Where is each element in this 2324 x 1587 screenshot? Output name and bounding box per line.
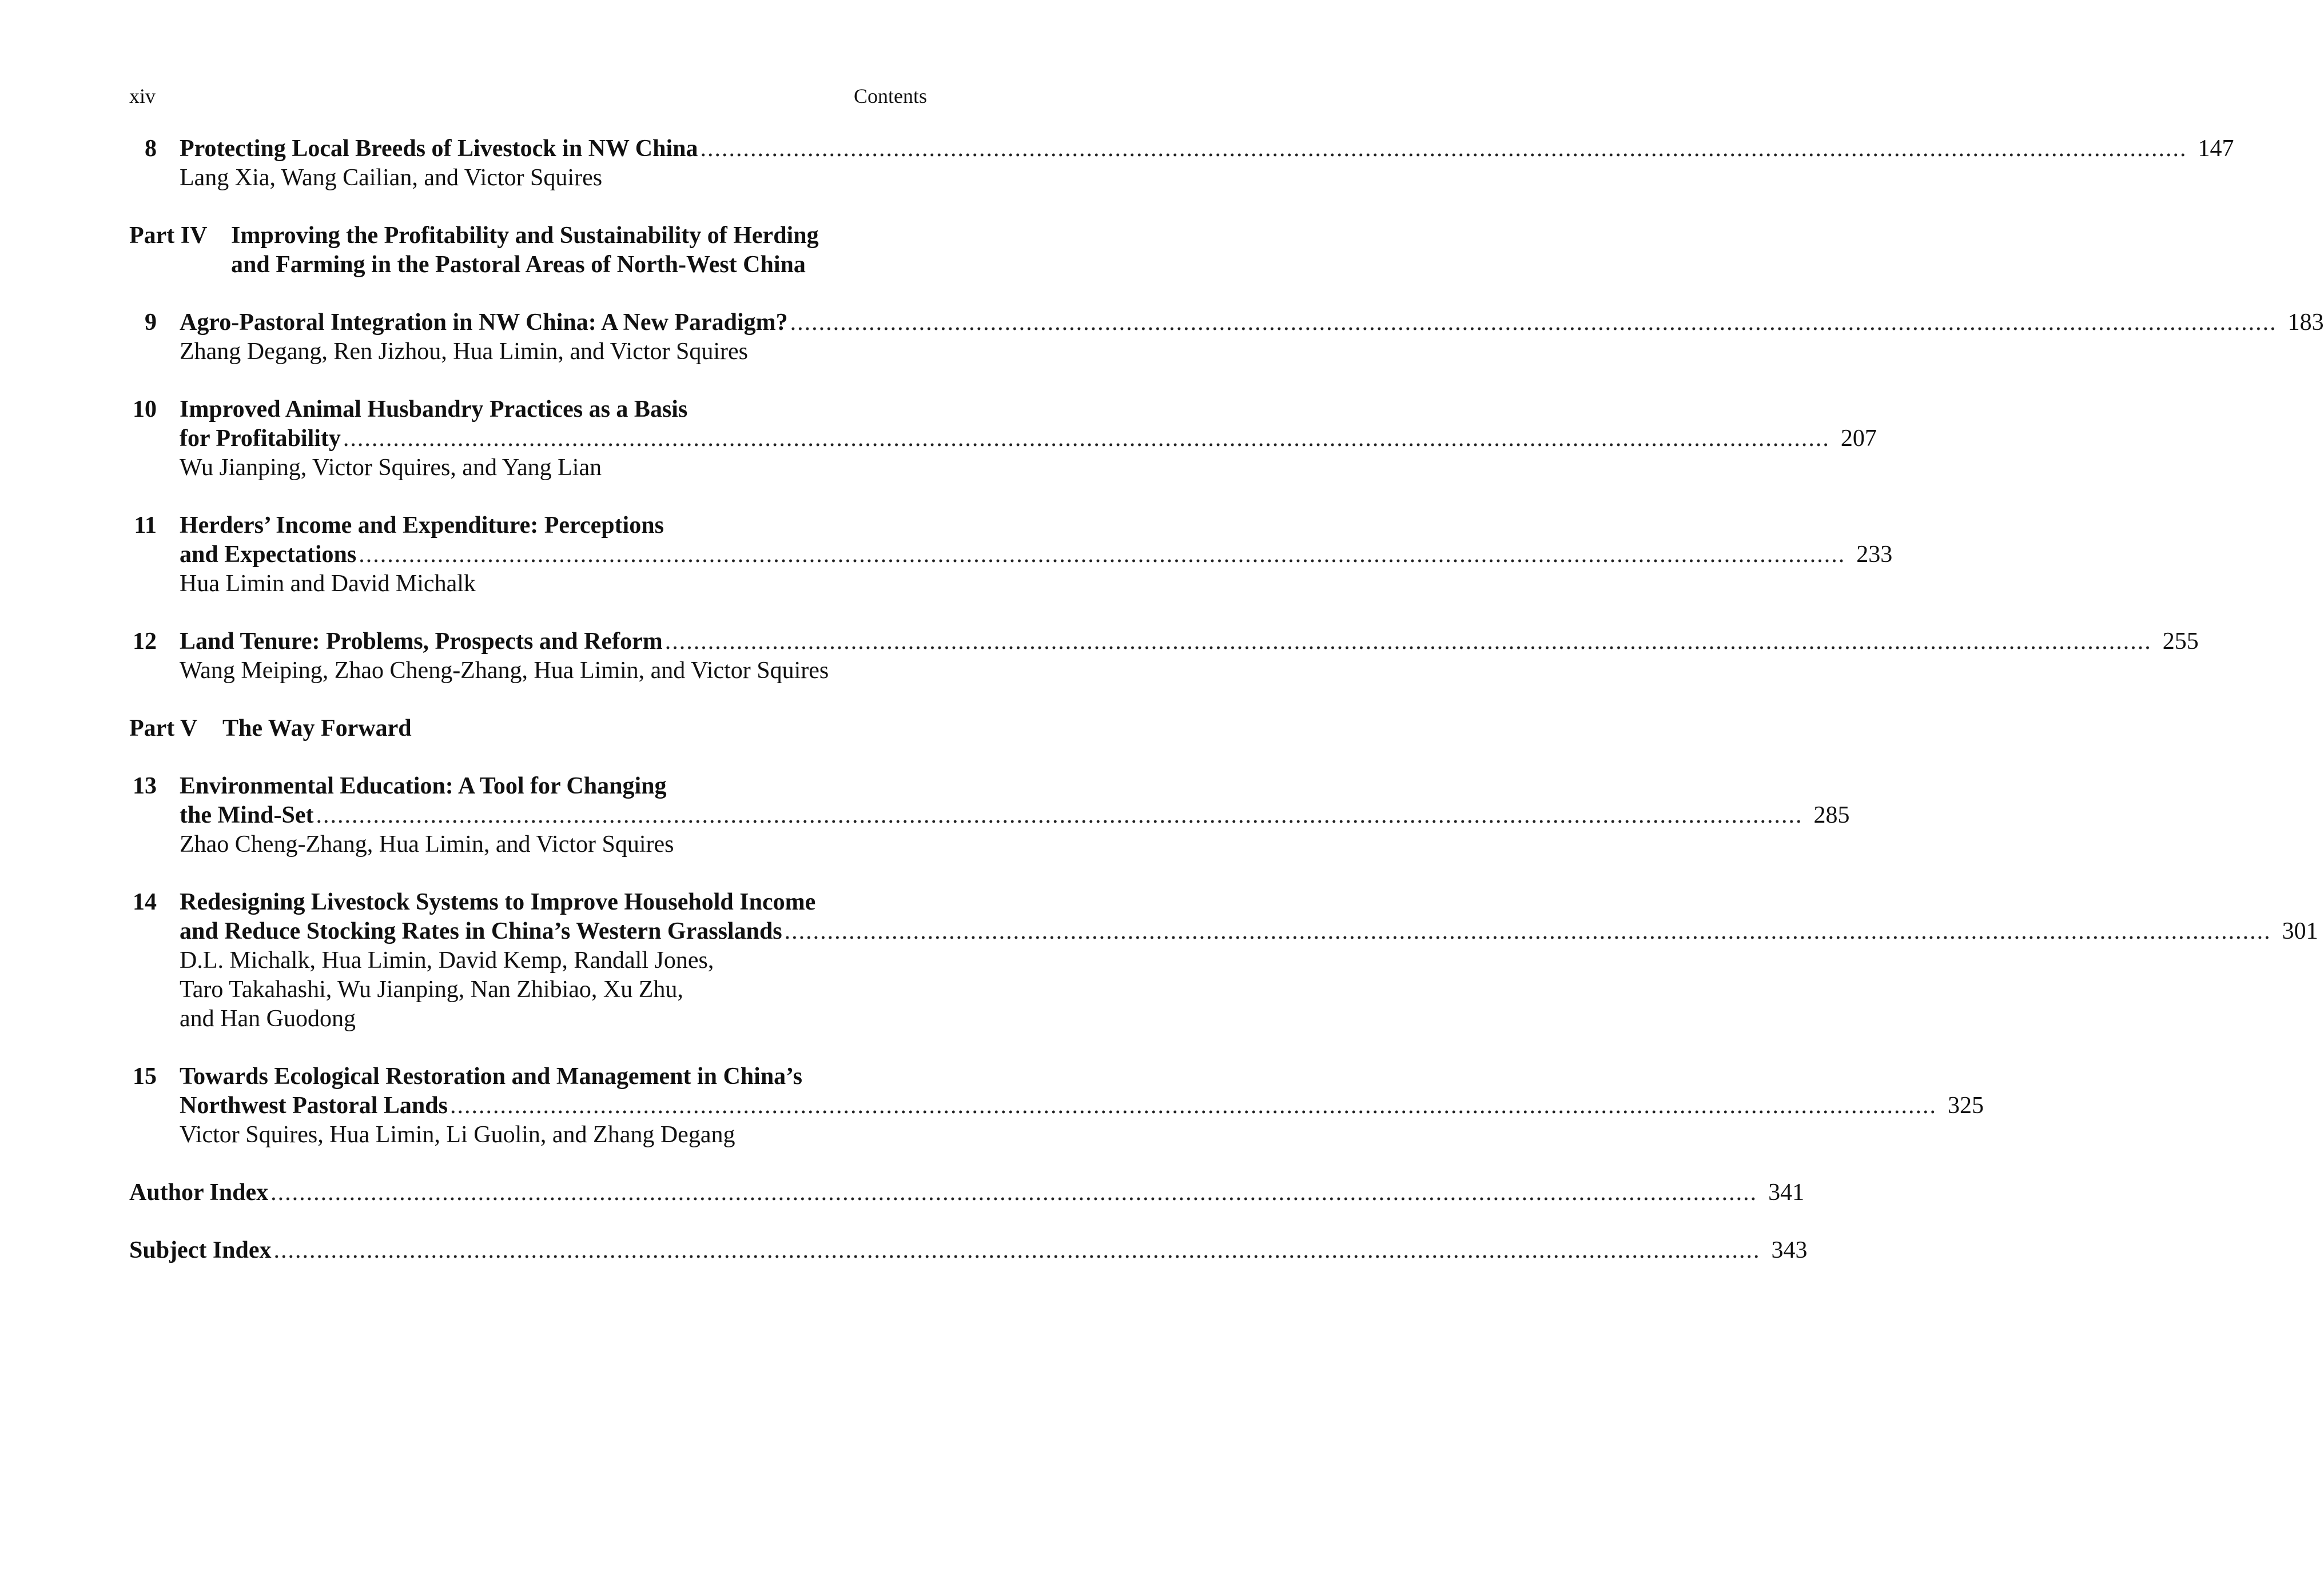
chapter-page: 255 [2162, 628, 2199, 655]
part-label: Part IV [129, 222, 208, 249]
chapter-authors-line1: D.L. Michalk, Hua Limin, David Kemp, Randall Jones, [180, 947, 714, 974]
chapter-number: 13 [133, 773, 157, 799]
chapter-title-line2: the Mind-Set [180, 802, 314, 828]
chapter-number: 10 [133, 396, 157, 422]
dot-leader: ................................................................................................................................................................................................................ [700, 135, 2187, 162]
chapter-title-line1: Herders’ Income and Expenditure: Perceptions [180, 512, 664, 539]
chapter-title-line1: Improved Animal Husbandry Practices as a Basis [180, 396, 688, 422]
dot-leader: ................................................................................................................................................................................................................ [784, 918, 2271, 944]
dot-leader: ................................................................................................................................................................................................................ [664, 628, 2152, 655]
chapter-title-line2: and Expectations [180, 541, 357, 568]
dot-leader: ................................................................................................................................................................................................................ [359, 541, 1846, 568]
toc-entry-ch13[interactable] [129, 772, 1850, 859]
chapter-authors: Wang Meiping, Zhao Cheng-Zhang, Hua Limin, and Victor Squires [180, 657, 829, 684]
part-title-line2: and Farming in the Pastoral Areas of North-West China [231, 252, 806, 278]
chapter-number: 8 [145, 135, 157, 162]
chapter-authors: Victor Squires, Hua Limin, Li Guolin, and Zhang Degang [180, 1122, 735, 1148]
section-title: Contents [853, 85, 927, 107]
chapter-page: 285 [1813, 802, 1850, 828]
chapter-title-line1: Environmental Education: A Tool for Changing [180, 773, 667, 799]
chapter-title-line2: and Reduce Stocking Rates in China’s Western Grasslands [180, 918, 782, 944]
dot-leader: ................................................................................................................................................................................................................ [273, 1237, 1761, 1263]
dot-leader: ................................................................................................................................................................................................................ [450, 1092, 1937, 1119]
part-heading-v[interactable] [129, 714, 927, 743]
chapter-authors-line2: Taro Takahashi, Wu Jianping, Nan Zhibiao, Xu Zhu, [180, 976, 683, 1003]
part-title-line1: Improving the Profitability and Sustainability of Herding [231, 222, 819, 249]
chapter-number: 11 [134, 512, 157, 539]
running-head [129, 82, 927, 110]
part-heading-iv[interactable] [129, 221, 927, 280]
chapter-number: 9 [145, 309, 157, 336]
table-of-contents [129, 134, 2324, 1265]
chapter-title: Agro-Pastoral Integration in NW China: A New Paradigm? [180, 309, 788, 336]
index-page: 341 [1768, 1179, 1805, 1206]
page-number: xiv [129, 85, 156, 107]
chapter-title-line1: Redesigning Livestock Systems to Improve Household Income [180, 889, 816, 915]
toc-entry-ch8[interactable] [129, 134, 2234, 193]
part-label: Part V [129, 715, 198, 741]
chapter-page: 147 [2198, 135, 2234, 162]
chapter-number: 12 [133, 628, 157, 655]
chapter-page: 233 [1856, 541, 1893, 568]
chapter-number: 15 [133, 1063, 157, 1090]
chapter-authors: Zhang Degang, Ren Jizhou, Hua Limin, and Victor Squires [180, 338, 749, 365]
toc-entry-ch10[interactable] [129, 395, 1877, 483]
chapter-title-line2: Northwest Pastoral Lands [180, 1092, 448, 1119]
dot-leader: ................................................................................................................................................................................................................ [790, 309, 2277, 336]
chapter-title: Protecting Local Breeds of Livestock in NW China [180, 135, 698, 162]
chapter-authors: Zhao Cheng-Zhang, Hua Limin, and Victor Squires [180, 831, 674, 858]
dot-leader: ................................................................................................................................................................................................................ [343, 425, 1830, 452]
index-title: Author Index [129, 1179, 269, 1206]
toc-entry-subject-index[interactable] [129, 1236, 1808, 1265]
toc-entry-ch12[interactable] [129, 627, 2199, 685]
index-page: 343 [1771, 1237, 1808, 1263]
chapter-page: 183 [2287, 309, 2324, 336]
chapter-page: 301 [2282, 918, 2318, 944]
dot-leader: ................................................................................................................................................................................................................ [270, 1179, 1758, 1206]
toc-entry-ch11[interactable] [129, 511, 1893, 599]
chapter-authors-line3: and Han Guodong [180, 1006, 356, 1032]
chapter-title: Land Tenure: Problems, Prospects and Reform [180, 628, 663, 655]
toc-entry-ch14[interactable] [129, 888, 2318, 1034]
chapter-authors: Lang Xia, Wang Cailian, and Victor Squires [180, 165, 603, 191]
toc-entry-ch15[interactable] [129, 1062, 1984, 1150]
chapter-title-line1: Towards Ecological Restoration and Management in China’s [180, 1063, 802, 1090]
chapter-authors: Hua Limin and David Michalk [180, 571, 476, 597]
chapter-number: 14 [133, 889, 157, 915]
chapter-title-line2: for Profitability [180, 425, 341, 452]
chapter-page: 207 [1840, 425, 1877, 452]
toc-entry-ch9[interactable] [129, 308, 2324, 366]
index-title: Subject Index [129, 1237, 272, 1263]
toc-entry-author-index[interactable] [129, 1178, 1805, 1207]
chapter-authors: Wu Jianping, Victor Squires, and Yang Lian [180, 454, 602, 481]
part-title: The Way Forward [222, 715, 412, 741]
dot-leader: ................................................................................................................................................................................................................ [316, 802, 1803, 828]
chapter-page: 325 [1948, 1092, 1984, 1119]
